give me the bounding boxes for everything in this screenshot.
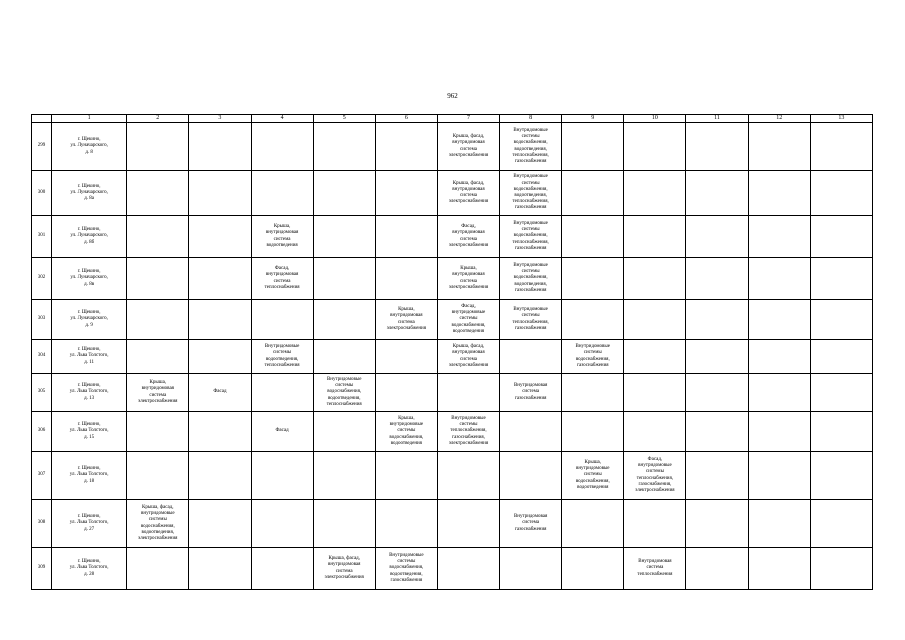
table-cell <box>251 452 313 500</box>
table-cell <box>500 548 562 590</box>
table-cell <box>686 123 748 171</box>
table-cell: Фасад, внутридомовая система электроснабжения <box>437 216 499 258</box>
table-cell <box>500 340 562 374</box>
table-cell <box>624 258 686 300</box>
table-cell: Фасад <box>189 374 251 412</box>
table-cell <box>686 258 748 300</box>
table-cell <box>562 171 624 216</box>
table-cell <box>562 300 624 340</box>
column-header-7: 7 <box>437 115 499 123</box>
table-cell: Фасад, внутридомовая система теплоснабжения <box>251 258 313 300</box>
column-header-3: 3 <box>189 115 251 123</box>
table-cell <box>375 123 437 171</box>
address-cell: г. Щекино, ул. Льва Толстого, д. 27 <box>52 500 127 548</box>
table-cell <box>189 452 251 500</box>
table-cell: Крыша, фасад, внутридомовые системы водоснабжения, водоотведения, электроснабжения <box>127 500 189 548</box>
row-number: 301 <box>32 216 52 258</box>
table-cell <box>686 374 748 412</box>
address-cell: г. Щекино, ул. Луначарского, д. 9 <box>52 300 127 340</box>
table-cell <box>313 216 375 258</box>
table-row <box>32 374 873 412</box>
table-cell <box>686 412 748 452</box>
table-cell <box>748 300 810 340</box>
row-number: 303 <box>32 300 52 340</box>
table-cell <box>562 123 624 171</box>
table-cell <box>251 500 313 548</box>
column-header-12: 12 <box>748 115 810 123</box>
table-row <box>32 123 873 171</box>
table-cell <box>127 300 189 340</box>
table-cell <box>127 258 189 300</box>
table-cell <box>437 374 499 412</box>
table-cell <box>624 216 686 258</box>
table-cell <box>251 548 313 590</box>
table-cell <box>810 340 872 374</box>
table-cell <box>748 216 810 258</box>
column-header-9: 9 <box>562 115 624 123</box>
table-cell <box>748 374 810 412</box>
table-cell <box>313 452 375 500</box>
table-cell <box>624 374 686 412</box>
table-cell <box>562 258 624 300</box>
repair-schedule-table <box>31 114 873 590</box>
column-header-8: 8 <box>500 115 562 123</box>
table-cell: Внутридомовые системы водоснабжения, газоснабжения <box>562 340 624 374</box>
table-cell <box>562 548 624 590</box>
address-cell: г. Щекино, ул. Льва Толстого, д. 11 <box>52 340 127 374</box>
table-cell <box>313 500 375 548</box>
table-cell: Крыша, внутридомовая система электроснабжения <box>437 258 499 300</box>
table-cell <box>375 340 437 374</box>
table-cell <box>562 500 624 548</box>
table-cell: Внутридомовые системы водоснабжения, водоотведения, газоснабжения <box>500 258 562 300</box>
table-cell <box>810 216 872 258</box>
table-cell <box>313 171 375 216</box>
column-header-5: 5 <box>313 115 375 123</box>
table-cell: Внутридомовая система газоснабжения <box>500 500 562 548</box>
table-cell <box>810 500 872 548</box>
table-cell <box>127 123 189 171</box>
table-cell <box>189 412 251 452</box>
table-cell <box>624 123 686 171</box>
table-cell <box>810 123 872 171</box>
table-cell <box>810 452 872 500</box>
table-cell <box>375 374 437 412</box>
table-cell <box>189 258 251 300</box>
table-cell: Внутридомовые системы теплоснабжения, газоснабжения <box>500 300 562 340</box>
address-cell: г. Щекино, ул. Льва Толстого, д. 28 <box>52 548 127 590</box>
table-cell: Крыша, внутридомовая система электроснабжения <box>127 374 189 412</box>
row-number: 304 <box>32 340 52 374</box>
table-cell <box>748 171 810 216</box>
address-cell: г. Щекино, ул. Луначарского, д. 8в <box>52 258 127 300</box>
table-cell <box>810 548 872 590</box>
table-row <box>32 340 873 374</box>
table-cell: Крыша, фасад, внутридомовая система электроснабжения <box>437 123 499 171</box>
table-row <box>32 216 873 258</box>
table-cell <box>313 258 375 300</box>
table-cell <box>500 412 562 452</box>
table-cell <box>686 548 748 590</box>
table-row <box>32 171 873 216</box>
row-number: 307 <box>32 452 52 500</box>
table-cell <box>437 452 499 500</box>
table-cell: Внутридомовая система газоснабжения <box>500 374 562 412</box>
table-cell <box>748 548 810 590</box>
table-cell <box>127 171 189 216</box>
table-row <box>32 412 873 452</box>
table-cell <box>375 258 437 300</box>
table-cell <box>189 548 251 590</box>
table-cell <box>189 340 251 374</box>
table-cell: Фасад, внутридомовые системы теплоснабжения, газоснабжения, электроснабжения <box>624 452 686 500</box>
table-cell <box>624 171 686 216</box>
table-cell <box>313 412 375 452</box>
column-header-row <box>32 115 873 123</box>
row-number: 302 <box>32 258 52 300</box>
row-number: 308 <box>32 500 52 548</box>
table-cell: Фасад, внутридомовые системы водоснабжения, водоотведения <box>437 300 499 340</box>
table-cell <box>189 216 251 258</box>
table-cell: Внутридомовые системы водоснабжения, водоотведения, теплоснабжения, газоснабжения <box>500 123 562 171</box>
table-cell <box>748 452 810 500</box>
table-cell <box>500 452 562 500</box>
table-cell: Крыша, внутридомовая система водоотведения <box>251 216 313 258</box>
column-header-10: 10 <box>624 115 686 123</box>
table-cell <box>686 340 748 374</box>
table-cell <box>313 300 375 340</box>
table-cell <box>810 171 872 216</box>
table-cell <box>748 340 810 374</box>
address-cell: г. Щекино, ул. Луначарского, д. 8б <box>52 216 127 258</box>
table-cell <box>189 123 251 171</box>
table-cell <box>686 500 748 548</box>
table-cell <box>127 340 189 374</box>
table-cell: Крыша, фасад, внутридомовая система электроснабжения <box>437 340 499 374</box>
table-cell <box>251 374 313 412</box>
table-cell <box>127 216 189 258</box>
row-number: 299 <box>32 123 52 171</box>
address-cell: г. Щекино, ул. Льва Толстого, д. 15 <box>52 412 127 452</box>
table-cell: Фасад <box>251 412 313 452</box>
table-cell <box>313 123 375 171</box>
column-header-11: 11 <box>686 115 748 123</box>
table-cell <box>251 300 313 340</box>
table-cell <box>748 258 810 300</box>
table-cell <box>686 216 748 258</box>
table-cell <box>189 171 251 216</box>
row-number: 300 <box>32 171 52 216</box>
table-cell <box>624 300 686 340</box>
column-header-1: 1 <box>52 115 127 123</box>
table-cell <box>686 300 748 340</box>
row-number: 309 <box>32 548 52 590</box>
table-cell: Крыша, фасад, внутридомовая система электроснабжения <box>313 548 375 590</box>
table-cell <box>375 452 437 500</box>
table-cell: Внутридомовые системы водоснабжения, водоотведения, теплоснабжения, газоснабжения <box>500 171 562 216</box>
column-header-13: 13 <box>810 115 872 123</box>
page-number: 962 <box>447 92 458 100</box>
table-cell: Внутридомовые системы водоснабжения, водоотведения, теплоснабжения <box>313 374 375 412</box>
table-cell <box>748 412 810 452</box>
table-cell <box>624 340 686 374</box>
table-cell: Внутридомовые системы водоснабжения, водоотведения, газоснабжения <box>375 548 437 590</box>
table-cell <box>810 374 872 412</box>
table-cell: Крыша, фасад, внутридомовая система электроснабжения <box>437 171 499 216</box>
table-row <box>32 548 873 590</box>
address-cell: г. Щекино, ул. Льва Толстого, д. 13 <box>52 374 127 412</box>
table-cell <box>251 123 313 171</box>
table-cell <box>375 171 437 216</box>
column-header-6: 6 <box>375 115 437 123</box>
row-number: 306 <box>32 412 52 452</box>
table-cell <box>810 300 872 340</box>
table-cell <box>375 216 437 258</box>
table-cell <box>251 171 313 216</box>
table-cell <box>127 548 189 590</box>
table-cell <box>810 258 872 300</box>
table-cell: Внутридомовые системы водоснабжения, теплоснабжения, газоснабжения <box>500 216 562 258</box>
table-cell <box>624 500 686 548</box>
table-cell: Внутридомовые системы водоотведения, теплоснабжения <box>251 340 313 374</box>
table-cell <box>313 340 375 374</box>
table-cell <box>437 548 499 590</box>
table-cell <box>189 300 251 340</box>
column-header-4: 4 <box>251 115 313 123</box>
address-cell: г. Щекино, ул. Луначарского, д. 8а <box>52 171 127 216</box>
table-row <box>32 500 873 548</box>
table-cell: Крыша, внутридомовые системы водоснабжения, водоотведения <box>375 412 437 452</box>
table-cell <box>562 374 624 412</box>
table-cell <box>127 452 189 500</box>
table-cell <box>810 412 872 452</box>
table-row <box>32 258 873 300</box>
row-number: 305 <box>32 374 52 412</box>
table-cell: Внутридомовые системы теплоснабжения, газоснабжения, электроснабжения <box>437 412 499 452</box>
table-cell <box>748 500 810 548</box>
table-cell: Крыша, внутридомовые системы водоснабжения, водоотведения <box>562 452 624 500</box>
column-header-2: 2 <box>127 115 189 123</box>
table-row <box>32 452 873 500</box>
table-cell <box>189 500 251 548</box>
table-cell: Внутридомовая система теплоснабжения <box>624 548 686 590</box>
table-cell <box>437 500 499 548</box>
table-cell <box>686 171 748 216</box>
address-cell: г. Щекино, ул. Луначарского, д. 8 <box>52 123 127 171</box>
table-cell <box>624 412 686 452</box>
table-cell <box>562 216 624 258</box>
column-header-blank <box>32 115 52 123</box>
table-cell <box>686 452 748 500</box>
table-row <box>32 300 873 340</box>
table-cell <box>127 412 189 452</box>
table-cell: Крыша, внутридомовая система электроснабжения <box>375 300 437 340</box>
table-cell <box>748 123 810 171</box>
table-cell <box>375 500 437 548</box>
table-cell <box>562 412 624 452</box>
address-cell: г. Щекино, ул. Льва Толстого, д. 18 <box>52 452 127 500</box>
